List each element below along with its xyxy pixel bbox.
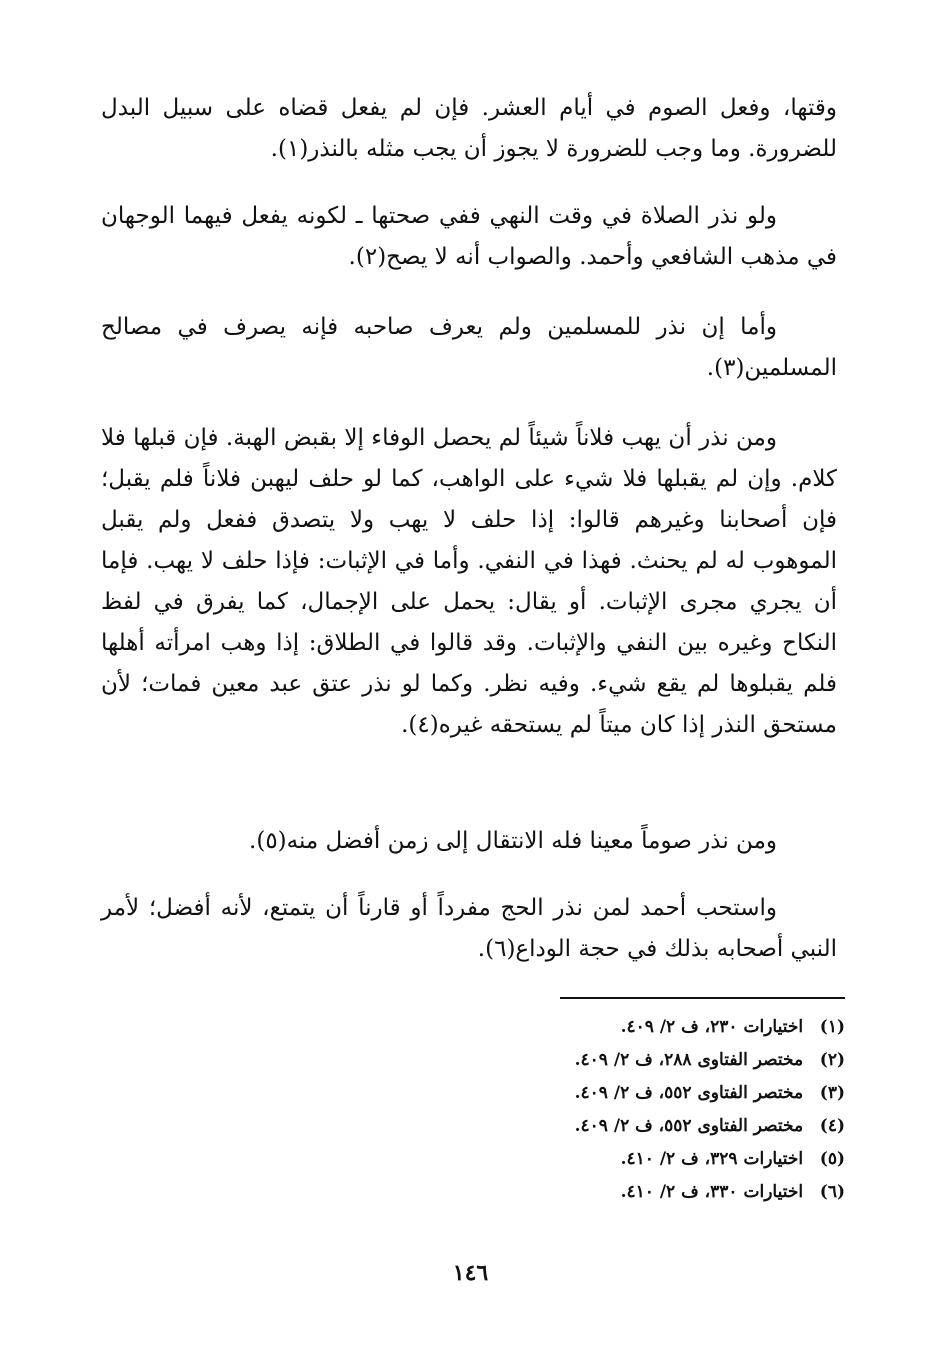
paragraph-2 (101, 196, 837, 278)
footnote-text: مختصر الفتاوى ٥٥٢، ف ٢/ ٤٠٩. (574, 1083, 804, 1103)
paragraph-4-text: ومن نذر أن يهب فلاناً شيئاً لم يحصل الوفاء إلا بقبض الهبة. فإن قبلها فلا كلام. وإن لم يقبلها فلا شيء على الواهب، كما لو حلف ليهبن فلاناً فلم يقبل؛ فإن أصحابنا وغيرهم قالوا: إذا حلف لا يهب ولا يتصدق ففعل ولم يقبل الموهوب له لم يحنث. فهذا في النفي. وأما في الإثبات: فإذا حلف لا يهب. فإما أن يجري مجرى الإثبات. أو يقال: يحمل على الإجمال، كما يفرق في لفظ النكاح وغيره بين النفي والإثبات. وقد قالوا في الطلاق: إذا وهب امرأته أهلها فلم يقبلوها لم يقع شيء. وفيه نظر. وكما لو نذر عتق عبد معين فمات؛ لأن مستحق النذر إذا كان ميتاً لم يستحقه غيره(٤). (101, 425, 837, 738)
footnote-item (345, 1176, 845, 1209)
footnote-item (345, 1143, 845, 1176)
paragraph-1-text: وقتها، وفعل الصوم في أيام العشر. فإن لم يفعل قضاه على سبيل البدل للضرورة. وما وجب للضرورة لا يجوز أن يجب مثله بالنذر(١). (101, 95, 837, 162)
paragraph-6-text: واستحب أحمد لمن نذر الحج مفرداً أو قارناً أن يتمتع، لأنه أفضل؛ لأمر النبي أصحابه بذلك في حجة الوداع(٦). (101, 895, 837, 962)
footnote-text: مختصر الفتاوى ٥٥٢، ف ٢/ ٤٠٩. (574, 1116, 804, 1136)
footnote-text: اختيارات ٣٣٠، ف ٢/ ٤١٠. (620, 1182, 804, 1202)
footnote-text: مختصر الفتاوى ٢٨٨، ف ٢/ ٤٠٩. (574, 1050, 804, 1070)
footnote-number: (١) (819, 1017, 845, 1037)
footnote-number: (٣) (819, 1083, 845, 1103)
footnote-divider (560, 997, 845, 999)
paragraph-1 (101, 88, 837, 170)
paragraph-5 (101, 821, 837, 862)
paragraph-5-text: ومن نذر صوماً معينا فله الانتقال إلى زمن أفضل منه(٥). (249, 828, 777, 854)
footnote-number: (٦) (819, 1182, 845, 1202)
footnote-item (345, 1077, 845, 1110)
footnote-item (345, 1044, 845, 1077)
paragraph-6 (101, 888, 837, 970)
footnote-text: اختيارات ٢٣٠، ف ٢/ ٤٠٩. (620, 1017, 804, 1037)
paragraph-4 (101, 418, 837, 746)
paragraph-2-text: ولو نذر الصلاة في وقت النهي ففي صحتها ـ لكونه يفعل فيهما الوجهان في مذهب الشافعي وأحمد. والصواب أنه لا يصح(٢). (101, 203, 837, 270)
footnote-number: (٥) (819, 1149, 845, 1169)
footnote-text: اختيارات ٣٢٩، ف ٢/ ٤١٠. (620, 1149, 804, 1169)
page-number: ١٤٦ (452, 1260, 489, 1286)
paragraph-3-text: وأما إن نذر للمسلمين ولم يعرف صاحبه فإنه يصرف في مصالح المسلمين(٣). (101, 314, 837, 381)
footnote-number: (٢) (819, 1050, 845, 1070)
paragraph-3 (101, 307, 837, 389)
footnote-number: (٤) (819, 1116, 845, 1136)
footnote-item (345, 1110, 845, 1143)
footnotes-list (345, 1011, 845, 1209)
footnote-item (345, 1011, 845, 1044)
